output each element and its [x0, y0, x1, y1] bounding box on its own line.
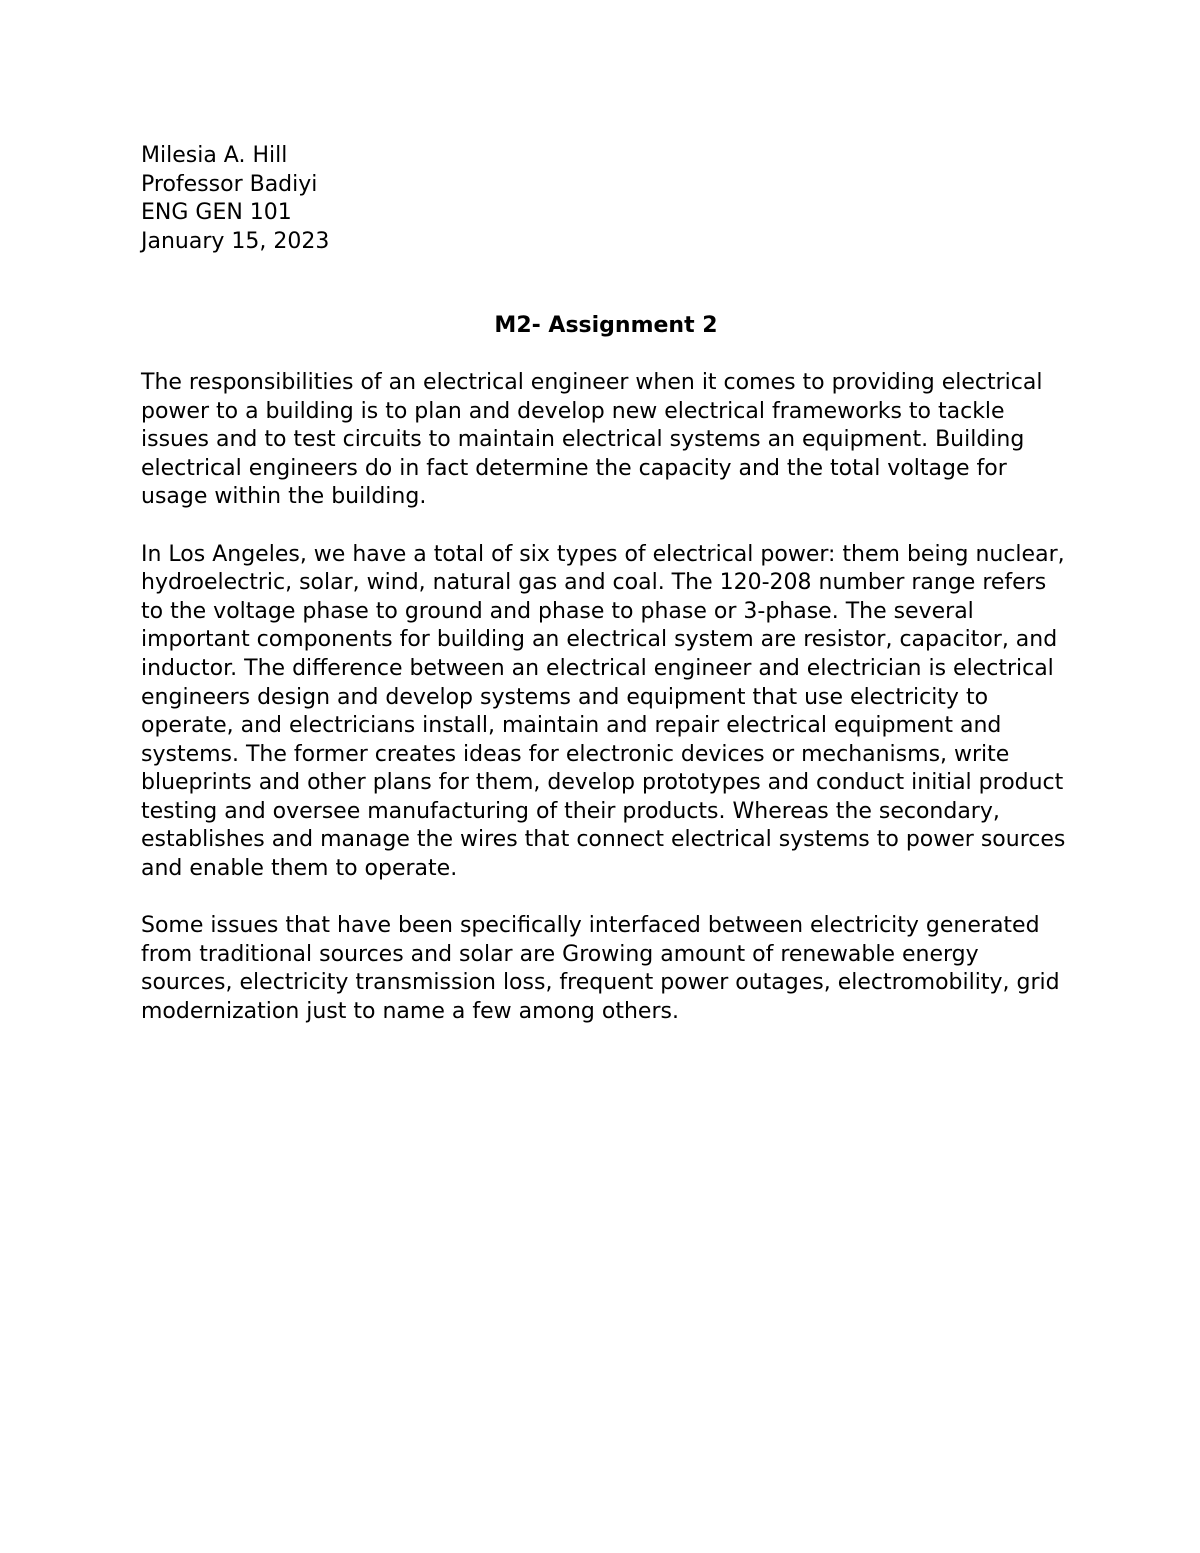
- document-body: [141, 142, 1071, 1055]
- author-name: Milesia A. Hill: [141, 143, 288, 168]
- paragraph-power-types: In Los Angeles, we have a total of six types of electrical power: them being nuclear, hydroelectric, solar, wind, natural gas and coal. The 120-208 number range refers to the voltage phase to ground and phase to phase or 3-phase. The several important components for building an electrical system are resistor, capacitor, and inductor. The difference between an electrical engineer and electrician is electrical engineers design and develop systems and equipment that use electricity to operate, and electricians install, maintain and repair electrical equipment and systems. The former creates ideas for electronic devices or mechanisms, write blueprints and other plans for them, develop prototypes and conduct initial product testing and oversee manufacturing of their products. Whereas the secondary, establishes and manage the wires that connect electrical systems to power sources and enable them to operate.: [141, 541, 1066, 882]
- heading-block: [141, 142, 1071, 256]
- course-code: ENG GEN 101: [141, 200, 292, 226]
- professor-name: Professor Badiyi: [141, 171, 318, 197]
- assignment-date: January 15, 2023: [141, 228, 330, 254]
- document-title: M2- Assignment 2: [494, 313, 718, 339]
- paragraph-issues: Some issues that have been specifically interfaced between electricity generated from traditional sources and solar are Growing amount of renewable energy sources, electricity transmission loss, frequent power outages, electromobility, grid modernization just to name a few among others.: [141, 913, 1060, 1025]
- paragraph-responsibilities: The responsibilities of an electrical engineer when it comes to providing electrical power to a building is to plan and develop new electrical frameworks to tackle issues and to test circuits to maintain electrical systems an equipment. Building electrical engineers do in fact determine the capacity and the total voltage for usage within the building.: [141, 369, 1043, 510]
